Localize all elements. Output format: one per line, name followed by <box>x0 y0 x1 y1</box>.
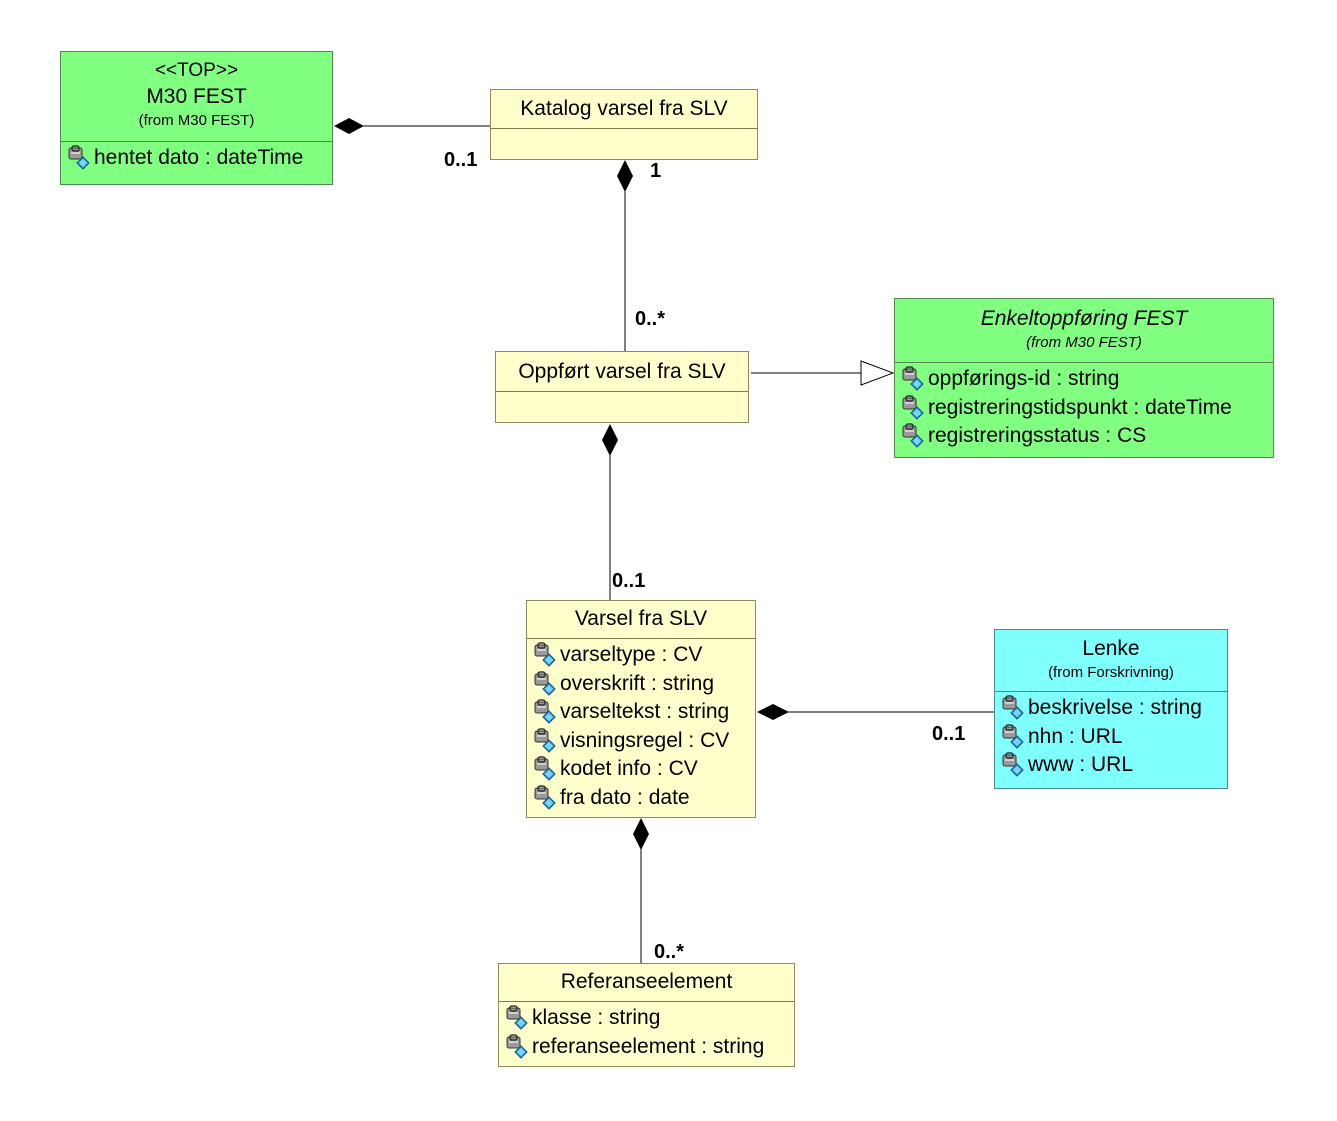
stereotype-label: <<TOP>> <box>154 60 239 81</box>
class-header <box>895 299 1273 363</box>
class-name: Katalog varsel fra SLV <box>520 97 728 120</box>
class-m30-fest[interactable] <box>60 51 333 185</box>
attribute-row: varseltype : CV <box>533 641 755 670</box>
class-name: Oppført varsel fra SLV <box>518 360 726 383</box>
package-label: (from M30 FEST) <box>1026 334 1142 351</box>
class-referanseelement[interactable] <box>498 963 795 1067</box>
attribute-row: referanseelement : string <box>505 1033 794 1062</box>
attribute-row: registreringstidspunkt : dateTime <box>901 394 1273 423</box>
protected-attribute-icon <box>901 395 927 421</box>
attribute-row: hentet dato : dateTime <box>67 144 332 173</box>
protected-attribute-icon <box>505 1034 531 1060</box>
composition-diamond-oppfort <box>602 424 618 456</box>
protected-attribute-icon <box>1001 752 1027 778</box>
class-name: Lenke <box>1082 637 1140 660</box>
class-name: Enkeltoppføring FEST <box>980 307 1188 330</box>
attribute-row: nhn : URL <box>1001 723 1227 752</box>
attribute-list <box>995 692 1227 780</box>
composition-diamond-varsel-bottom <box>633 818 649 850</box>
class-name: Varsel fra SLV <box>574 607 708 630</box>
attribute-row: oppførings-id : string <box>901 365 1273 394</box>
multiplicity-varsel-referanse: 0..* <box>654 941 685 963</box>
class-header <box>499 964 794 1002</box>
attribute-row: registreringsstatus : CS <box>901 422 1273 451</box>
class-header <box>496 352 748 392</box>
protected-attribute-icon <box>505 1005 531 1031</box>
attribute-row: overskrift : string <box>533 670 755 699</box>
class-header <box>491 90 757 129</box>
protected-attribute-icon <box>533 756 559 782</box>
attribute-row: www : URL <box>1001 751 1227 780</box>
class-name: Referanseelement <box>560 970 733 993</box>
class-header <box>527 601 755 639</box>
class-enkeltoppforing-fest[interactable] <box>894 298 1274 458</box>
generalization-arrowhead <box>861 361 893 385</box>
composition-diamond-varsel-right <box>757 704 789 720</box>
attribute-list <box>895 363 1273 451</box>
multiplicity-m30-katalog: 0..1 <box>444 149 478 171</box>
class-lenke[interactable] <box>994 629 1228 789</box>
attribute-list <box>527 639 755 812</box>
protected-attribute-icon <box>533 671 559 697</box>
multiplicity-katalog-bottom: 0..* <box>635 308 666 330</box>
class-varsel-fra-slv[interactable] <box>526 600 756 818</box>
attribute-list <box>61 142 332 173</box>
multiplicity-varsel-lenke: 0..1 <box>932 723 966 745</box>
class-header <box>61 52 332 142</box>
protected-attribute-icon <box>533 699 559 725</box>
protected-attribute-icon <box>1001 724 1027 750</box>
protected-attribute-icon <box>533 642 559 668</box>
protected-attribute-icon <box>1001 695 1027 721</box>
attribute-row: visningsregel : CV <box>533 727 755 756</box>
class-oppfort-varsel[interactable] <box>495 351 749 423</box>
attribute-row: varseltekst : string <box>533 698 755 727</box>
attribute-list <box>499 1002 794 1061</box>
class-name: M30 FEST <box>146 85 247 108</box>
package-label: (from M30 FEST) <box>138 112 255 129</box>
package-label: (from Forskrivning) <box>1048 664 1174 681</box>
protected-attribute-icon <box>67 145 93 171</box>
multiplicity-katalog-top: 1 <box>650 160 662 182</box>
attribute-row: kodet info : CV <box>533 755 755 784</box>
composition-diamond-katalog <box>617 160 633 192</box>
class-header <box>995 630 1227 692</box>
protected-attribute-icon <box>533 785 559 811</box>
protected-attribute-icon <box>533 728 559 754</box>
attribute-row: beskrivelse : string <box>1001 694 1227 723</box>
attribute-row: fra dato : date <box>533 784 755 813</box>
class-katalog-varsel[interactable] <box>490 89 758 160</box>
multiplicity-oppfort-varsel: 0..1 <box>612 570 646 592</box>
attribute-row: klasse : string <box>505 1004 794 1033</box>
composition-diamond-m30 <box>334 118 364 134</box>
protected-attribute-icon <box>901 366 927 392</box>
protected-attribute-icon <box>901 423 927 449</box>
